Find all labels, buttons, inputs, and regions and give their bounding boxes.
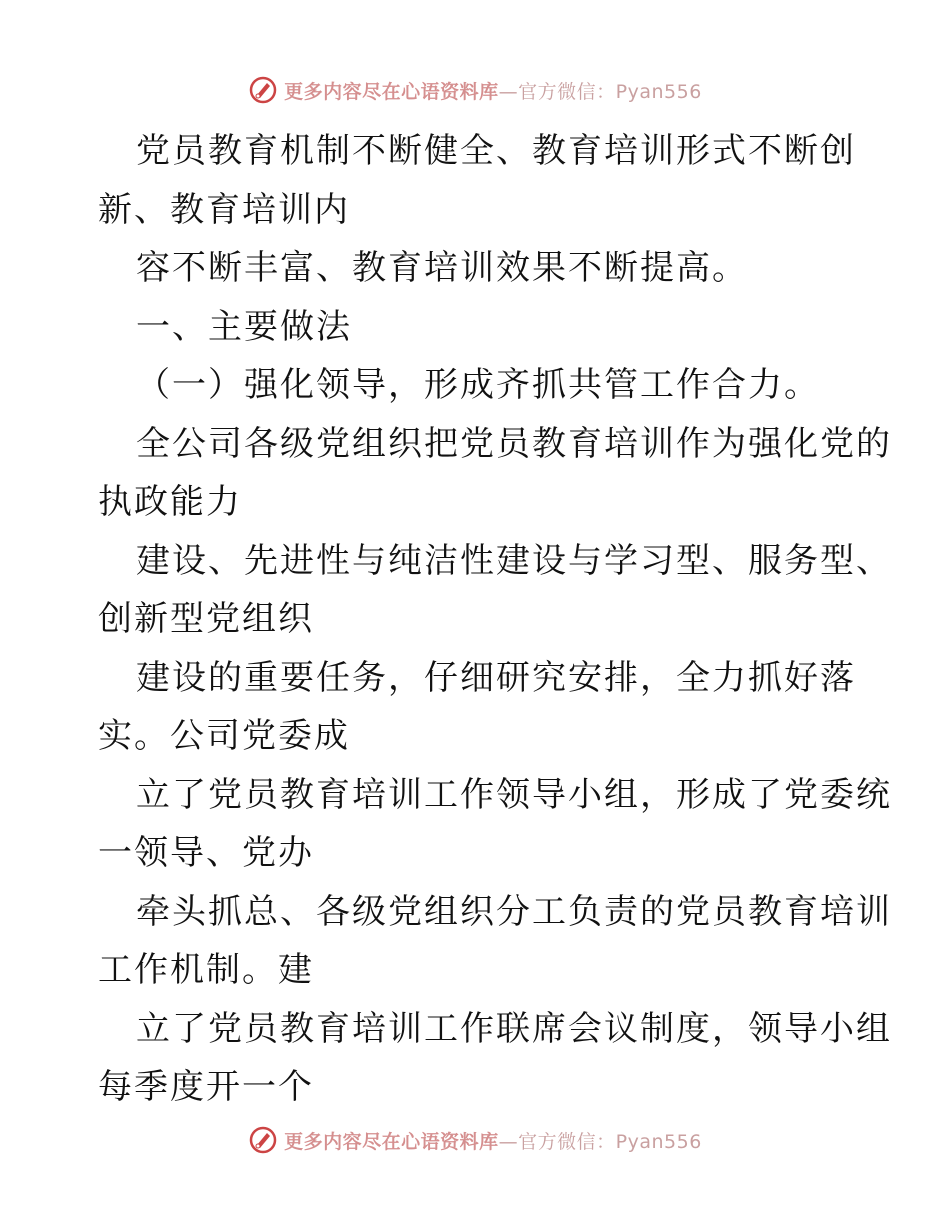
watermark-main-text: 更多内容尽在心语资料库: [284, 1130, 499, 1153]
text-line: 党员教育机制不断健全、教育培训形式不断创: [136, 131, 856, 171]
document-body: [98, 122, 892, 1117]
header-watermark: [0, 70, 950, 110]
watermark-text: [284, 77, 702, 104]
watermark-sub-text: —官方微信：Pyan556: [498, 1130, 702, 1153]
watermark-logo-icon: [248, 1125, 278, 1155]
watermark-logo-icon: [248, 75, 278, 105]
watermark-main-text: 更多内容尽在心语资料库: [284, 80, 499, 103]
text-line: 实。公司党委成: [98, 716, 350, 756]
text-line: 创新型党组织: [98, 599, 314, 639]
text-line: 立了党员教育培训工作领导小组，形成了党委统: [136, 774, 892, 815]
text-line: 新、教育培训内: [98, 189, 350, 230]
footer-watermark: [0, 1120, 950, 1160]
watermark-text: [284, 1127, 702, 1154]
text-line: 每季度开一个: [98, 1067, 314, 1107]
text-line: 牵头抓总、各级党组织分工负责的党员教育培训: [136, 891, 892, 932]
text-line: 全公司各级党组织把党员教育培训作为强化党的: [136, 423, 892, 464]
watermark-sub-text: —官方微信：Pyan556: [498, 80, 702, 103]
text-line: 建设的重要任务，仔细研究安排，全力抓好落: [136, 657, 856, 698]
text-line: 容不断丰富、教育培训效果不断提高。: [136, 248, 748, 288]
text-line: 一、主要做法: [136, 306, 352, 347]
text-line: （一）强化领导，形成齐抓共管工作合力。: [136, 365, 820, 405]
text-line: 一领导、党办: [98, 833, 314, 873]
text-line: 建设、先进性与纯洁性建设与学习型、服务型、: [136, 540, 892, 581]
text-line: 执政能力: [98, 482, 242, 522]
text-line: 立了党员教育培训工作联席会议制度，领导小组: [136, 1008, 892, 1049]
text-line: 工作机制。建: [98, 950, 314, 990]
